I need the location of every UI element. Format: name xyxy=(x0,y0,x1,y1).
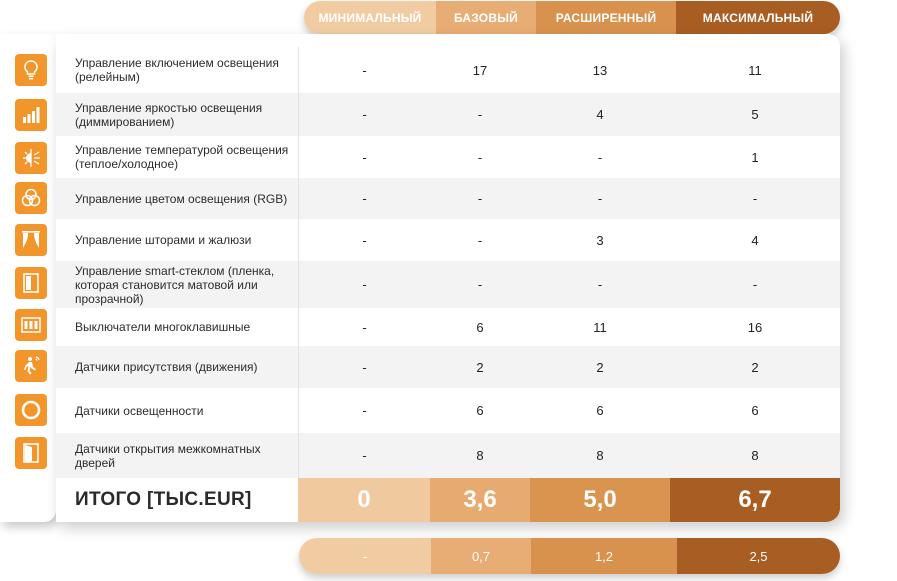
curtains-icon xyxy=(15,224,47,256)
value-maximal: 2 xyxy=(751,359,759,375)
bottom-value-extended: 1,2 xyxy=(531,538,677,574)
value-minimal: - xyxy=(298,388,430,433)
row-label: Датчики присутствия (движения) xyxy=(75,360,258,374)
table-row xyxy=(56,136,840,178)
value-minimal: - xyxy=(298,178,430,219)
value-basic: - xyxy=(477,149,483,165)
tab-extended[interactable]: РАСШИРЕННЫЙ xyxy=(536,1,676,34)
table-row xyxy=(56,433,840,478)
total-maximal: 6,7 xyxy=(670,478,840,522)
bottom-value-maximal: 2,5 xyxy=(677,538,840,574)
value-minimal: - xyxy=(298,346,430,388)
value-basic: 2 xyxy=(476,359,484,375)
value-minimal: - xyxy=(298,433,430,478)
row-label: Управление smart-стеклом (пленка, которая становится матовой или прозрачной) xyxy=(75,263,275,306)
tab-maximal[interactable]: МАКСИМАЛЬНЫЙ xyxy=(676,1,840,34)
value-extended: 4 xyxy=(596,107,604,122)
value-maximal: 16 xyxy=(747,319,763,335)
table-row xyxy=(56,388,840,433)
total-extended: 5,0 xyxy=(530,478,670,522)
light-sensor-icon xyxy=(15,394,47,426)
icon-column xyxy=(0,34,56,522)
value-maximal: 5 xyxy=(751,107,759,122)
bottom-value-basic: 0,7 xyxy=(431,538,531,574)
value-extended: - xyxy=(597,149,603,165)
table-row xyxy=(56,93,840,136)
table-row xyxy=(56,219,840,261)
bottom-value-minimal: - xyxy=(299,538,431,574)
value-maximal: 6 xyxy=(751,403,759,418)
tab-minimal[interactable]: МИНИМАЛЬНЫЙ xyxy=(304,1,436,34)
table-row xyxy=(56,178,840,219)
table-row xyxy=(56,346,840,388)
value-basic: - xyxy=(477,191,483,206)
value-maximal: - xyxy=(752,191,758,206)
value-basic: 6 xyxy=(476,319,484,335)
value-basic: - xyxy=(477,232,483,248)
value-extended: 8 xyxy=(596,448,604,463)
total-label: ИТОГО [ТЫС.EUR] xyxy=(75,489,252,510)
value-maximal: 1 xyxy=(751,149,759,165)
row-label: Управление цветом освещения (RGB) xyxy=(75,191,288,206)
value-maximal: - xyxy=(752,277,758,292)
table-row xyxy=(56,261,840,308)
brightness-bars-icon xyxy=(15,99,47,131)
table-row xyxy=(56,47,840,93)
door-sensor-icon xyxy=(15,437,47,469)
row-label: Датчики освещенности xyxy=(75,403,204,418)
row-label: Выключатели многоклавишные xyxy=(75,320,251,334)
value-extended: - xyxy=(597,277,603,292)
rgb-circles-icon xyxy=(15,182,47,214)
value-extended: 6 xyxy=(596,403,604,418)
value-maximal: 11 xyxy=(748,62,762,78)
row-label: Управление включением освещения (релейным) xyxy=(75,56,279,84)
value-extended: 2 xyxy=(596,359,604,375)
sun-snowflake-icon xyxy=(15,142,47,174)
table-row xyxy=(56,308,840,346)
row-label: Управление яркостью освещения (диммированием) xyxy=(75,100,263,129)
smart-glass-icon xyxy=(15,267,47,299)
value-extended: 13 xyxy=(592,62,608,78)
tier-tabs xyxy=(304,1,840,34)
lightbulb-icon xyxy=(15,54,47,86)
value-maximal: 8 xyxy=(751,448,759,463)
value-basic: 17 xyxy=(472,62,488,78)
feature-table xyxy=(56,34,840,522)
value-maximal: 4 xyxy=(751,232,759,248)
value-extended: - xyxy=(597,191,603,206)
total-row xyxy=(56,478,840,522)
value-minimal: - xyxy=(298,261,430,308)
row-label: Управление шторами и жалюзи xyxy=(75,233,252,247)
bottom-values-bar xyxy=(299,538,840,574)
value-basic: - xyxy=(477,107,483,122)
multi-switch-icon xyxy=(15,309,47,341)
value-extended: 3 xyxy=(596,232,604,248)
row-label: Датчики открытия межкомнатных дверей xyxy=(75,441,261,470)
value-minimal: - xyxy=(298,308,430,346)
value-basic: 6 xyxy=(476,403,484,418)
total-minimal: 0 xyxy=(298,478,430,522)
motion-sensor-icon xyxy=(15,350,47,382)
value-extended: 11 xyxy=(593,319,607,335)
row-label: Управление температурой освещения (теплое/холодное) xyxy=(75,143,289,171)
value-basic: 8 xyxy=(476,448,484,463)
total-basic: 3,6 xyxy=(430,478,530,522)
value-basic: - xyxy=(477,277,483,292)
value-minimal: - xyxy=(298,136,430,178)
tab-basic[interactable]: БАЗОВЫЙ xyxy=(436,1,536,34)
value-minimal: - xyxy=(298,219,430,261)
value-minimal: - xyxy=(298,93,430,136)
value-minimal: - xyxy=(298,47,430,93)
